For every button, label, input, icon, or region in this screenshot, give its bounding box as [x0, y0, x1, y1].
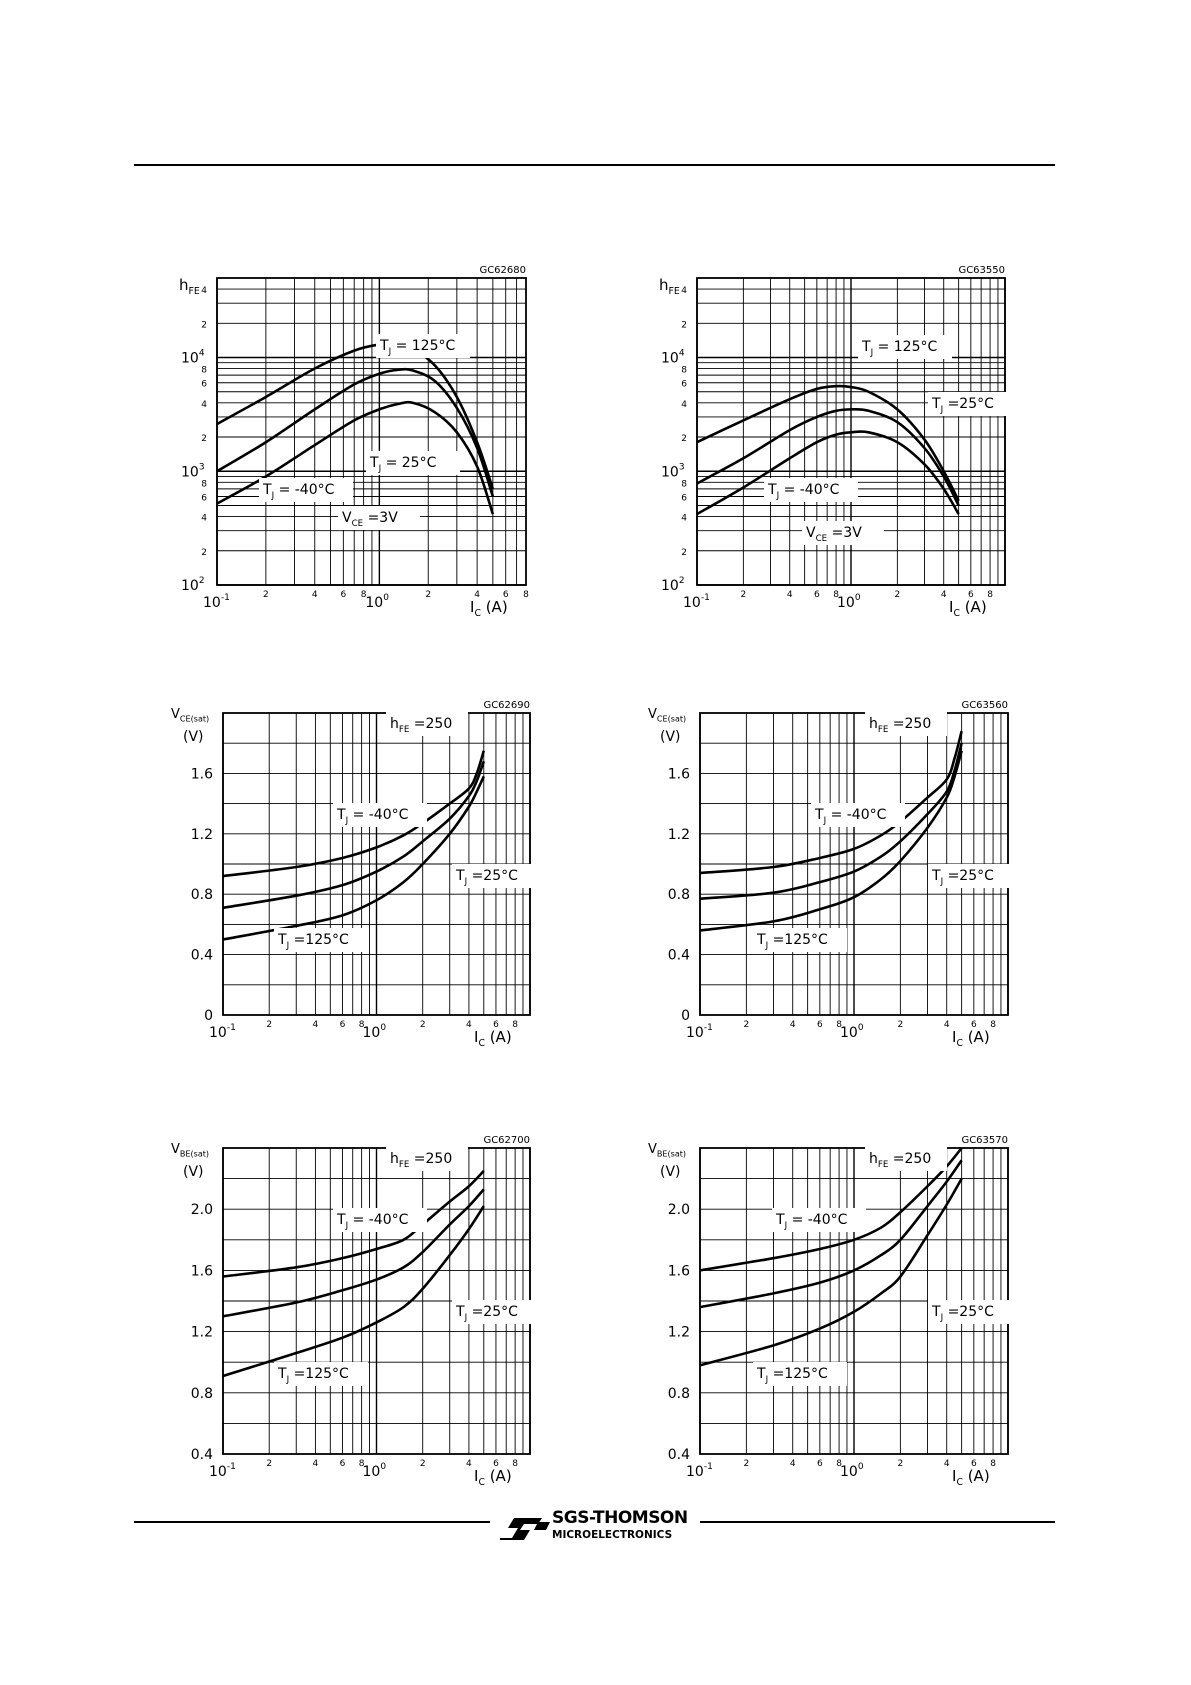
- y-tick-label: 0.8: [667, 887, 690, 904]
- x-tick-label: $10^0$: [840, 1023, 864, 1041]
- y-tick-label: 0.4: [190, 947, 213, 964]
- y-tick-label: 1.6: [667, 766, 690, 783]
- x-tick-label: 4: [943, 1020, 950, 1030]
- x-tick-label: 6: [813, 590, 820, 600]
- y-tick-label: 1.2: [190, 826, 213, 843]
- y-tick-label: $10^4$: [181, 348, 205, 367]
- x-axis-title: $I_C$ (A): [474, 1467, 512, 1489]
- x-tick-label: 6: [339, 1020, 346, 1030]
- condition-label: $V_{CE} =3V$: [806, 525, 862, 544]
- x-tick-label: $10^0$: [362, 1023, 387, 1041]
- y-tick-label: 6: [201, 493, 207, 504]
- x-axis-title: $I_C$ (A): [952, 1467, 990, 1489]
- y-tick-label: 2: [201, 434, 207, 445]
- x-tick-label: 6: [502, 590, 509, 600]
- x-tick-label: 4: [786, 590, 793, 600]
- series-label: $T_J =25^\circ C$: [456, 1304, 518, 1323]
- x-axis-title: $I_C$ (A): [474, 1028, 512, 1050]
- series-label: $T_J =25^\circ C$: [456, 868, 518, 887]
- x-tick-label: 4: [312, 1459, 319, 1469]
- x-tick-label: 6: [816, 1459, 823, 1469]
- x-tick-label: 2: [743, 1020, 750, 1030]
- series-label: $T_J =125^\circ C$: [757, 932, 828, 951]
- x-tick-label: 8: [833, 590, 839, 600]
- x-tick-label: 2: [897, 1020, 904, 1030]
- chart-code: GC63560: [961, 700, 1008, 711]
- x-tick-label: 8: [836, 1459, 842, 1469]
- y-axis-title: $h_{FE}$: [659, 276, 680, 298]
- y-tick-label: 2.0: [667, 1202, 690, 1219]
- y-tick-label: 8: [681, 365, 687, 376]
- x-tick-label: $10^{-1}$: [203, 593, 230, 611]
- x-tick-label: 4: [789, 1459, 796, 1469]
- y-tick-label: $10^2$: [181, 576, 205, 594]
- y-tick-label: $10^4$: [661, 348, 685, 367]
- chart-code: GC63570: [961, 1135, 1008, 1146]
- x-tick-label: 6: [340, 590, 347, 600]
- x-tick-label: 8: [358, 1459, 365, 1469]
- x-tick-label: 8: [990, 1459, 996, 1469]
- series-label: $T_J =25^\circ C$: [932, 396, 994, 415]
- condition-label: $h_{FE} =250$: [390, 1151, 453, 1170]
- x-tick-label: $10^0$: [362, 1462, 387, 1480]
- x-tick-label: 8: [523, 590, 529, 600]
- y-tick-label: $10^3$: [181, 462, 205, 481]
- chart-code: GC63550: [958, 265, 1005, 276]
- y-tick-label: 0.4: [667, 947, 690, 964]
- y-tick-label: 0.4: [190, 1447, 213, 1463]
- series-label: $T_J =125^\circ C$: [278, 1366, 349, 1385]
- x-tick-label: 4: [474, 590, 480, 600]
- series-label: $T_J = -40^\circ C$: [815, 807, 887, 826]
- y-tick-label: $10^3$: [661, 462, 685, 481]
- y-tick-label: $10^2$: [661, 576, 685, 594]
- x-tick-label: 6: [816, 1020, 823, 1030]
- series-label: $T_J = -40^\circ C$: [768, 482, 840, 501]
- y-tick-label: 8: [681, 479, 687, 490]
- x-tick-label: $10^{-1}$: [683, 593, 710, 611]
- x-tick-label: 4: [311, 590, 318, 600]
- y-tick-label: 1.6: [190, 766, 213, 783]
- x-tick-label: $10^0$: [837, 593, 861, 611]
- x-tick-label: 8: [987, 590, 993, 600]
- y-tick-label: 0.8: [190, 887, 213, 904]
- x-tick-label: $10^{-1}$: [686, 1462, 713, 1480]
- x-tick-label: 8: [512, 1020, 518, 1030]
- y-tick-label: 2: [681, 434, 687, 445]
- y-tick-label: 1.6: [190, 1263, 213, 1280]
- chart-code: GC62690: [483, 700, 530, 711]
- x-tick-label: 8: [836, 1020, 842, 1030]
- series-label: $T_J = 25^\circ C$: [370, 455, 437, 474]
- series-label: $T_J = -40^\circ C$: [776, 1212, 848, 1231]
- y-tick-label: 2.0: [190, 1202, 213, 1219]
- x-tick-label: 2: [266, 1459, 273, 1469]
- x-tick-label: 8: [512, 1459, 518, 1469]
- x-tick-label: 2: [743, 1459, 750, 1469]
- chart-code: GC62700: [483, 1135, 530, 1146]
- y-tick-label: 4: [681, 399, 687, 410]
- y-tick-label: 4: [681, 286, 687, 297]
- y-tick-label: 6: [681, 379, 687, 390]
- series-label: $T_J =25^\circ C$: [932, 1304, 994, 1323]
- x-tick-label: 6: [970, 1020, 977, 1030]
- x-tick-label: 4: [312, 1020, 319, 1030]
- y-tick-label: 2: [681, 547, 687, 558]
- x-axis-title: $I_C$ (A): [952, 1028, 990, 1050]
- x-tick-label: 6: [493, 1020, 499, 1030]
- y-axis-unit: (V): [660, 1164, 681, 1180]
- y-tick-label: 1.2: [190, 1324, 213, 1341]
- x-tick-label: 8: [990, 1020, 996, 1030]
- x-tick-label: 4: [943, 1459, 950, 1469]
- x-tick-label: $10^{-1}$: [209, 1023, 236, 1041]
- brand-line-1: SGS-THOMSON: [552, 1508, 688, 1528]
- x-tick-label: 2: [894, 590, 901, 600]
- y-axis-title: $V_{BE(sat)}$: [171, 1142, 210, 1159]
- chart-code: GC62680: [479, 265, 526, 276]
- condition-label: $V_{CE} =3V$: [342, 510, 398, 529]
- series-label: $T_J = -40^\circ C$: [263, 482, 335, 501]
- series-label: $T_J = 125^\circ C$: [862, 339, 938, 358]
- x-tick-label: 6: [493, 1459, 499, 1469]
- y-tick-label: 6: [681, 493, 687, 504]
- y-axis-title: $V_{CE(sat)}$: [171, 707, 210, 724]
- y-tick-label: 2: [201, 547, 207, 558]
- y-tick-label: 4: [201, 399, 207, 410]
- y-tick-label: 1.2: [667, 826, 690, 843]
- series-label: $T_J =125^\circ C$: [757, 1366, 828, 1385]
- x-tick-label: 8: [358, 1020, 365, 1030]
- bottom-rule-right: [700, 1521, 1055, 1523]
- condition-label: $h_{FE} =250$: [390, 716, 453, 735]
- x-tick-label: 2: [740, 590, 747, 600]
- x-tick-label: 6: [967, 590, 974, 600]
- y-tick-label: 8: [201, 365, 207, 376]
- y-tick-label: 0.8: [190, 1385, 213, 1402]
- y-tick-label: 4: [681, 513, 687, 524]
- x-axis-title: $I_C$ (A): [949, 598, 987, 620]
- x-tick-label: $10^{-1}$: [209, 1462, 236, 1480]
- bottom-rule-left: [134, 1521, 490, 1523]
- condition-label: $h_{FE} =250$: [869, 1151, 932, 1170]
- brand-line-2: MICROELECTRONICS: [552, 1529, 673, 1541]
- condition-label: $h_{FE} =250$: [869, 716, 932, 735]
- y-tick-label: 1.6: [667, 1263, 690, 1280]
- series-curve: [700, 1179, 962, 1366]
- x-tick-label: 2: [419, 1020, 426, 1030]
- y-tick-label: 0.4: [667, 1447, 690, 1463]
- y-axis-unit: (V): [660, 729, 681, 745]
- y-tick-label: 4: [201, 513, 207, 524]
- x-tick-label: $10^0$: [840, 1462, 864, 1480]
- y-tick-label: 0: [681, 1008, 690, 1024]
- y-tick-label: 2: [201, 320, 207, 331]
- y-tick-label: 0.8: [667, 1385, 690, 1402]
- y-tick-label: 6: [201, 379, 207, 390]
- y-axis-title: $V_{BE(sat)}$: [648, 1142, 687, 1159]
- x-tick-label: 4: [466, 1020, 472, 1030]
- series-label: $T_J = -40^\circ C$: [337, 807, 409, 826]
- y-axis-unit: (V): [183, 1164, 204, 1180]
- y-axis-unit: (V): [183, 729, 204, 745]
- x-tick-label: 2: [419, 1459, 426, 1469]
- y-tick-label: 2: [681, 320, 687, 331]
- series-label: $T_J =25^\circ C$: [932, 868, 994, 887]
- series-label: $T_J = 125^\circ C$: [380, 338, 456, 357]
- x-axis-title: $I_C$ (A): [470, 598, 508, 620]
- x-tick-label: 4: [789, 1020, 796, 1030]
- x-tick-label: $10^{-1}$: [686, 1023, 713, 1041]
- series-curve: [700, 1160, 962, 1307]
- y-axis-title: $h_{FE}$: [179, 276, 200, 298]
- y-axis-title: $V_{CE(sat)}$: [648, 707, 687, 724]
- x-tick-label: 2: [897, 1459, 904, 1469]
- y-tick-label: 4: [201, 286, 207, 297]
- x-tick-label: 2: [263, 590, 269, 600]
- y-tick-label: 8: [201, 479, 207, 490]
- x-tick-label: 8: [360, 590, 367, 600]
- x-tick-label: 4: [940, 590, 947, 600]
- x-tick-label: $10^0$: [365, 593, 389, 611]
- x-tick-label: 6: [970, 1459, 977, 1469]
- series-label: $T_J =125^\circ C$: [278, 932, 349, 951]
- x-tick-label: 2: [266, 1020, 273, 1030]
- x-tick-label: 6: [339, 1459, 346, 1469]
- x-tick-label: 4: [466, 1459, 472, 1469]
- y-tick-label: 1.2: [667, 1324, 690, 1341]
- series-label: $T_J = -40^\circ C$: [337, 1212, 409, 1231]
- x-tick-label: 2: [425, 590, 432, 600]
- y-tick-label: 0: [204, 1008, 213, 1024]
